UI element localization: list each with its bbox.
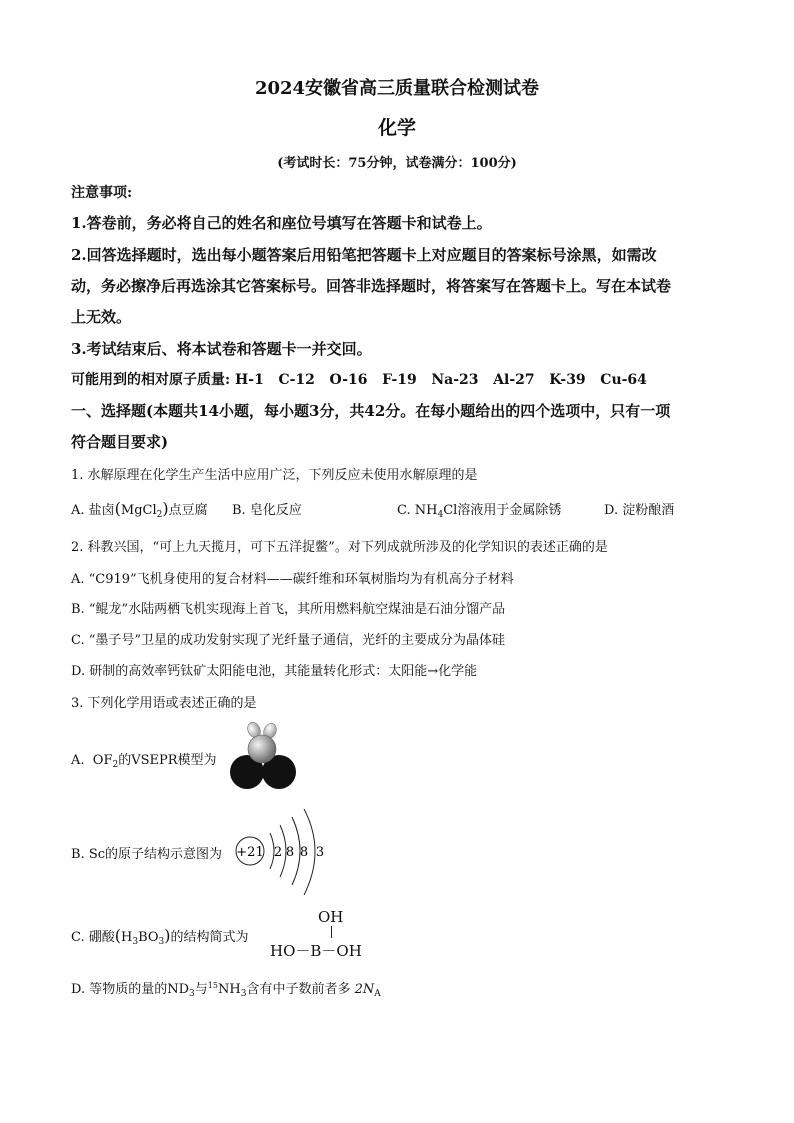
paper-title: 2024安徽省高三质量联合检测试卷 (254, 78, 540, 99)
option-c-suffix: 的结构简式为 (170, 930, 249, 945)
formula-nd3: ND (167, 982, 190, 997)
atomic-masses-label: 可能用到的相对原子质量: (71, 372, 231, 388)
question-1-option-a: A. 盐卤(MgCl$_2$)点豆腐 (71, 499, 208, 520)
formula-subscript: 3 (240, 989, 247, 999)
question-3-option-b: B. Sc的原子结构示意图为 (71, 847, 223, 862)
formula-nh3: NH (217, 982, 241, 997)
notice-item-2-line-2: 动，务必擦净后再选涂其它答案标号。回答非选择题时，将答案写在答题卡上。写在本试卷 (71, 277, 672, 295)
notice-item-2-line-1: 2.回答选择题时，选出每小题答案后用铅笔把答题卡上对应题目的答案标号涂黑，如需改 (71, 246, 657, 264)
notice-item-2-line-3: 上无效。 (71, 308, 132, 326)
question-2-option-a: A. “C919”飞机身使用的复合材料——碳纤维和环氧树脂均为有机高分子材料 (71, 572, 514, 587)
notice-item-1: 1.答卷前，务必将自己的姓名和座位号填写在答题卡和试卷上。 (71, 214, 492, 232)
question-3-option-a (71, 749, 217, 770)
option-d-prefix: D. 等物质的量的 (71, 982, 168, 997)
option-a-prefix: A. 盐卤 (71, 503, 115, 518)
atomic-masses-values: H-1 C-12 O-16 F-19 Na-23 Al-27 K-39 Cu-64 (235, 372, 647, 388)
question-1-option-b: B. 皂化反应 (232, 503, 302, 518)
option-d-suffix: 含有中子数前者多 (246, 982, 351, 997)
shell-3-electrons: 8 (299, 845, 309, 860)
question-3-stem: 3. 下列化学用语或表述正确的是 (71, 696, 257, 711)
section-heading-line-1: 一、选择题(本题共14小题，每小题3分，共42分。在每小题给出的四个选项中，只有一项 (71, 402, 671, 420)
exam-info: (考试时长：75分钟，试卷满分：100分) (277, 156, 517, 171)
question-1-option-d: D. 淀粉酿酒 (604, 503, 675, 518)
question-1-stem: 1. 水解原理在化学生产生活中应用广泛，下列反应未使用水解原理的是 (71, 468, 478, 483)
boric-acid-top-oh: OH (318, 908, 344, 926)
shell-1-electrons: 2 (273, 845, 283, 860)
avogadro-subscript: A (374, 989, 381, 999)
formula-subscript: 4 (437, 510, 444, 520)
nucleus-charge: +21 (236, 845, 264, 860)
question-2-option-c: C. “墨子号”卫星的成功发射实现了光纤量子通信，光纤的主要成分为晶体硅 (71, 633, 506, 648)
formula-subscript: 3 (158, 937, 165, 947)
sc-atomic-structure-diagram (232, 803, 342, 903)
formula-subscript: 3 (132, 937, 139, 947)
question-1-option-c (397, 499, 561, 520)
option-c-suffix: 溶液用于金属除锈 (457, 503, 562, 518)
bond-line (331, 926, 332, 938)
mass-number-superscript: 15 (207, 981, 218, 990)
atomic-masses (71, 369, 647, 389)
option-c-prefix: C. 硼酸 (71, 930, 115, 945)
connector-text: 与 (194, 982, 208, 997)
question-2-option-d: D. 研制的高效率钙钛矿太阳能电池，其能量转化形式：太阳能→化学能 (71, 664, 478, 679)
shell-4-electrons: 3 (315, 845, 325, 860)
option-a-suffix: 点豆腐 (168, 503, 208, 518)
formula-cl: Cl (443, 503, 458, 518)
formula-of2: OF (92, 753, 113, 768)
shell-2-electrons: 8 (285, 845, 295, 860)
formula-subscript: 2 (112, 760, 119, 770)
formula-h: H (121, 930, 133, 945)
option-c-prefix: C. (397, 503, 411, 518)
formula-subscript: 2 (156, 510, 163, 520)
notice-item-3: 3.考试结束后、将本试卷和答题卡一并交回。 (71, 340, 372, 358)
vsepr-model-image (225, 720, 305, 792)
question-3-option-c: C. 硼酸$(H_3BO_3)$的结构简式为 (71, 926, 249, 947)
option-a-prefix: A. (71, 753, 85, 768)
subject-title: 化学 (377, 117, 416, 139)
section-heading-line-2: 符合题目要求) (71, 433, 169, 451)
avogadro-value: 2N (354, 982, 375, 997)
formula-nh4cl: NH (414, 503, 438, 518)
formula-bo: BO (138, 930, 159, 945)
notice-heading: 注意事项: (71, 185, 133, 201)
formula-subscript: 3 (189, 989, 195, 999)
question-2-option-b: B. “鲲龙”水陆两栖飞机实现海上首飞，其所用燃料航空煤油是石油分馏产品 (71, 602, 506, 617)
question-2-stem: 2. 科教兴国，“可上九天揽月，可下五洋捉鳖”。对下列成就所涉及的化学知识的表述正确的是 (71, 540, 608, 555)
boric-acid-structure: HO－B－OH (270, 942, 362, 960)
question-3-option-d (71, 978, 381, 999)
option-a-suffix: 的VSEPR模型为 (118, 753, 217, 768)
formula-mgcl2: MgCl (120, 503, 157, 518)
